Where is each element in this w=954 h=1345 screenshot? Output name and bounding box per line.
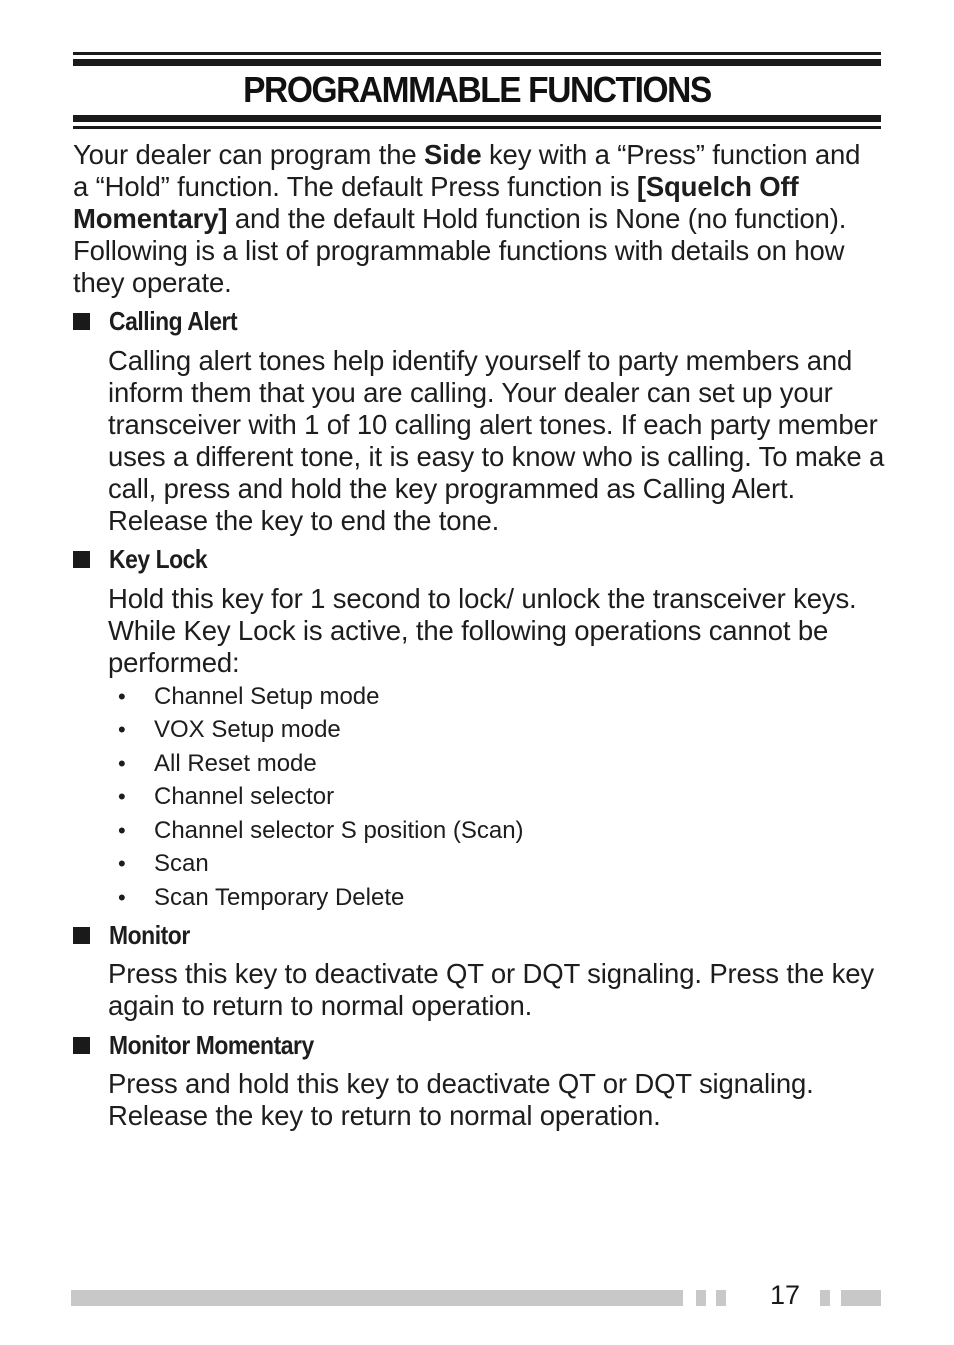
list-item-label: VOX Setup mode — [154, 716, 341, 744]
section-heading-calling-alert — [73, 306, 255, 337]
section-heading-label: Calling Alert — [109, 306, 238, 336]
intro-paragraph — [73, 139, 873, 299]
section-heading-monitor-momentary — [73, 1030, 342, 1061]
list-item-label: Scan — [154, 850, 209, 878]
section-body-calling-alert: Calling alert tones help identify yourself to party members and inform them that you are calling. Your dealer can set up your transceiver with 1 of 10 calling alert tones. If each party member uses a different tone, it is easy to know who is calling. To make a call, press and hold the key programmed as Calling Alert. Release the key to end the tone. — [108, 345, 885, 536]
list-item — [118, 781, 524, 815]
section-body-monitor: Press this key to deactivate QT or DQT signaling. Press the key again to return to normal operation. — [108, 958, 874, 1021]
footer-bar-left — [71, 1290, 683, 1306]
section-heading-label: Key Lock — [109, 544, 208, 574]
list-item — [118, 881, 524, 915]
list-item — [118, 848, 524, 882]
square-bullet-icon — [73, 551, 90, 568]
header-rule-bottom-thin — [73, 126, 881, 129]
intro-text-3: and the default Hold function is None (no function). Following is a list of programmable functions with details on how they operate. — [73, 203, 847, 298]
section-body-monitor-momentary: Press and hold this key to deactivate QT or DQT signaling. Release the key to return to normal operation. — [108, 1068, 814, 1131]
list-item-label: Channel Setup mode — [154, 682, 380, 710]
list-item — [118, 747, 524, 781]
square-bullet-icon — [73, 1037, 90, 1054]
intro-text-2: key with a “Press” function and a “Hold” function. The default Press function is — [73, 139, 861, 202]
bullet-icon: • — [118, 851, 126, 877]
list-item-label: Channel selector S position (Scan) — [154, 816, 524, 844]
list-item — [118, 814, 524, 848]
page-title: PROGRAMMABLE FUNCTIONS — [243, 69, 711, 110]
header-rule-top-thin — [73, 52, 881, 55]
section-heading-key-lock — [73, 544, 221, 575]
intro-bold-side: Side — [423, 139, 482, 170]
footer-block — [820, 1290, 830, 1306]
list-item-label: Channel selector — [154, 783, 335, 811]
key-lock-operations-list — [118, 680, 524, 915]
list-item — [118, 714, 524, 748]
footer-block — [716, 1290, 726, 1306]
header-rule-bottom-thick — [73, 115, 881, 122]
intro-text-1: Your dealer can program the — [73, 139, 424, 170]
section-heading-monitor — [73, 920, 201, 951]
header-rule-top-thick — [73, 59, 881, 66]
bullet-icon: • — [118, 884, 126, 910]
square-bullet-icon — [73, 927, 90, 944]
bullet-icon: • — [118, 683, 126, 709]
list-item-label: All Reset mode — [154, 749, 317, 777]
section-heading-label: Monitor Momentary — [109, 1030, 314, 1060]
section-body-key-lock: Hold this key for 1 second to lock/ unlock the transceiver keys. While Key Lock is active, the following operations cannot be performed: — [108, 583, 857, 678]
page-number: 17 — [770, 1280, 801, 1310]
list-item — [118, 680, 524, 714]
footer-bar-right — [841, 1290, 881, 1306]
square-bullet-icon — [73, 313, 90, 330]
bullet-icon: • — [118, 784, 126, 810]
section-heading-label: Monitor — [109, 920, 190, 950]
bullet-icon: • — [118, 717, 126, 743]
intro-bold-squelch: [Squelch Off Momentary] — [73, 171, 799, 234]
bullet-icon: • — [118, 817, 126, 843]
footer-block — [696, 1290, 706, 1306]
bullet-icon: • — [118, 750, 126, 776]
list-item-label: Scan Temporary Delete — [154, 883, 405, 911]
